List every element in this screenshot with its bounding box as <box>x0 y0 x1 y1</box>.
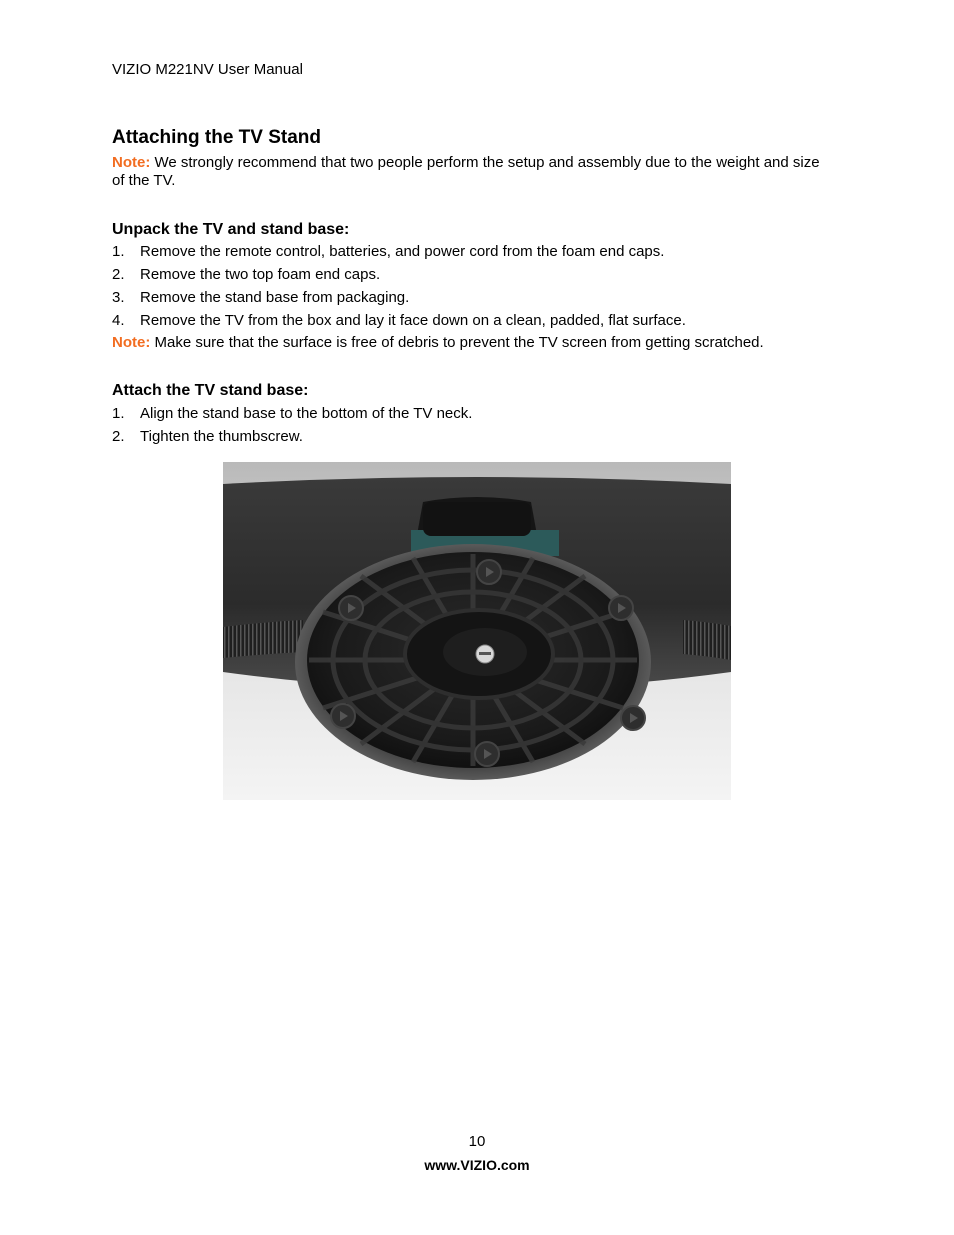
list-item <box>112 289 832 312</box>
note-label: Note: <box>112 154 151 171</box>
footer-website: www.VIZIO.com <box>424 1157 530 1173</box>
list-item <box>112 312 832 335</box>
running-header: VIZIO M221NV User Manual <box>112 61 303 78</box>
step-number: 4. <box>112 312 125 329</box>
list-item <box>112 266 832 289</box>
step-number: 2. <box>112 266 125 283</box>
page-number: 10 <box>468 1133 486 1150</box>
step-text: Remove the two top foam end caps. <box>140 266 381 283</box>
step-text: Remove the stand base from packaging. <box>140 289 410 306</box>
unpack-heading: Unpack the TV and stand base: <box>112 221 350 238</box>
attach-heading: Attach the TV stand base: <box>112 382 309 399</box>
note-surface-debris <box>112 334 832 352</box>
step-text: Tighten the thumbscrew. <box>140 428 303 445</box>
step-number: 1. <box>112 243 125 260</box>
note-text: Make sure that the surface is free of debris to prevent the TV screen from getting scratched. <box>150 334 764 351</box>
list-item <box>112 405 832 428</box>
step-text: Remove the TV from the box and lay it face down on a clean, padded, flat surface. <box>140 312 686 329</box>
step-number: 3. <box>112 289 125 306</box>
step-number: 1. <box>112 405 125 422</box>
note-text: We strongly recommend that two people perform the setup and assembly due to the weight and size of the TV. <box>112 154 820 189</box>
list-item <box>112 428 832 451</box>
step-text: Align the stand base to the bottom of the TV neck. <box>140 405 473 422</box>
list-item <box>112 243 832 266</box>
unpack-steps <box>112 243 832 335</box>
step-number: 2. <box>112 428 125 445</box>
stand-base-photo <box>223 462 731 800</box>
note-label: Note: <box>112 334 151 351</box>
step-text: Remove the remote control, batteries, and power cord from the foam end caps. <box>140 243 665 260</box>
note-weight-warning <box>112 154 832 190</box>
attach-steps <box>112 405 832 451</box>
page-title: Attaching the TV Stand <box>112 127 321 148</box>
